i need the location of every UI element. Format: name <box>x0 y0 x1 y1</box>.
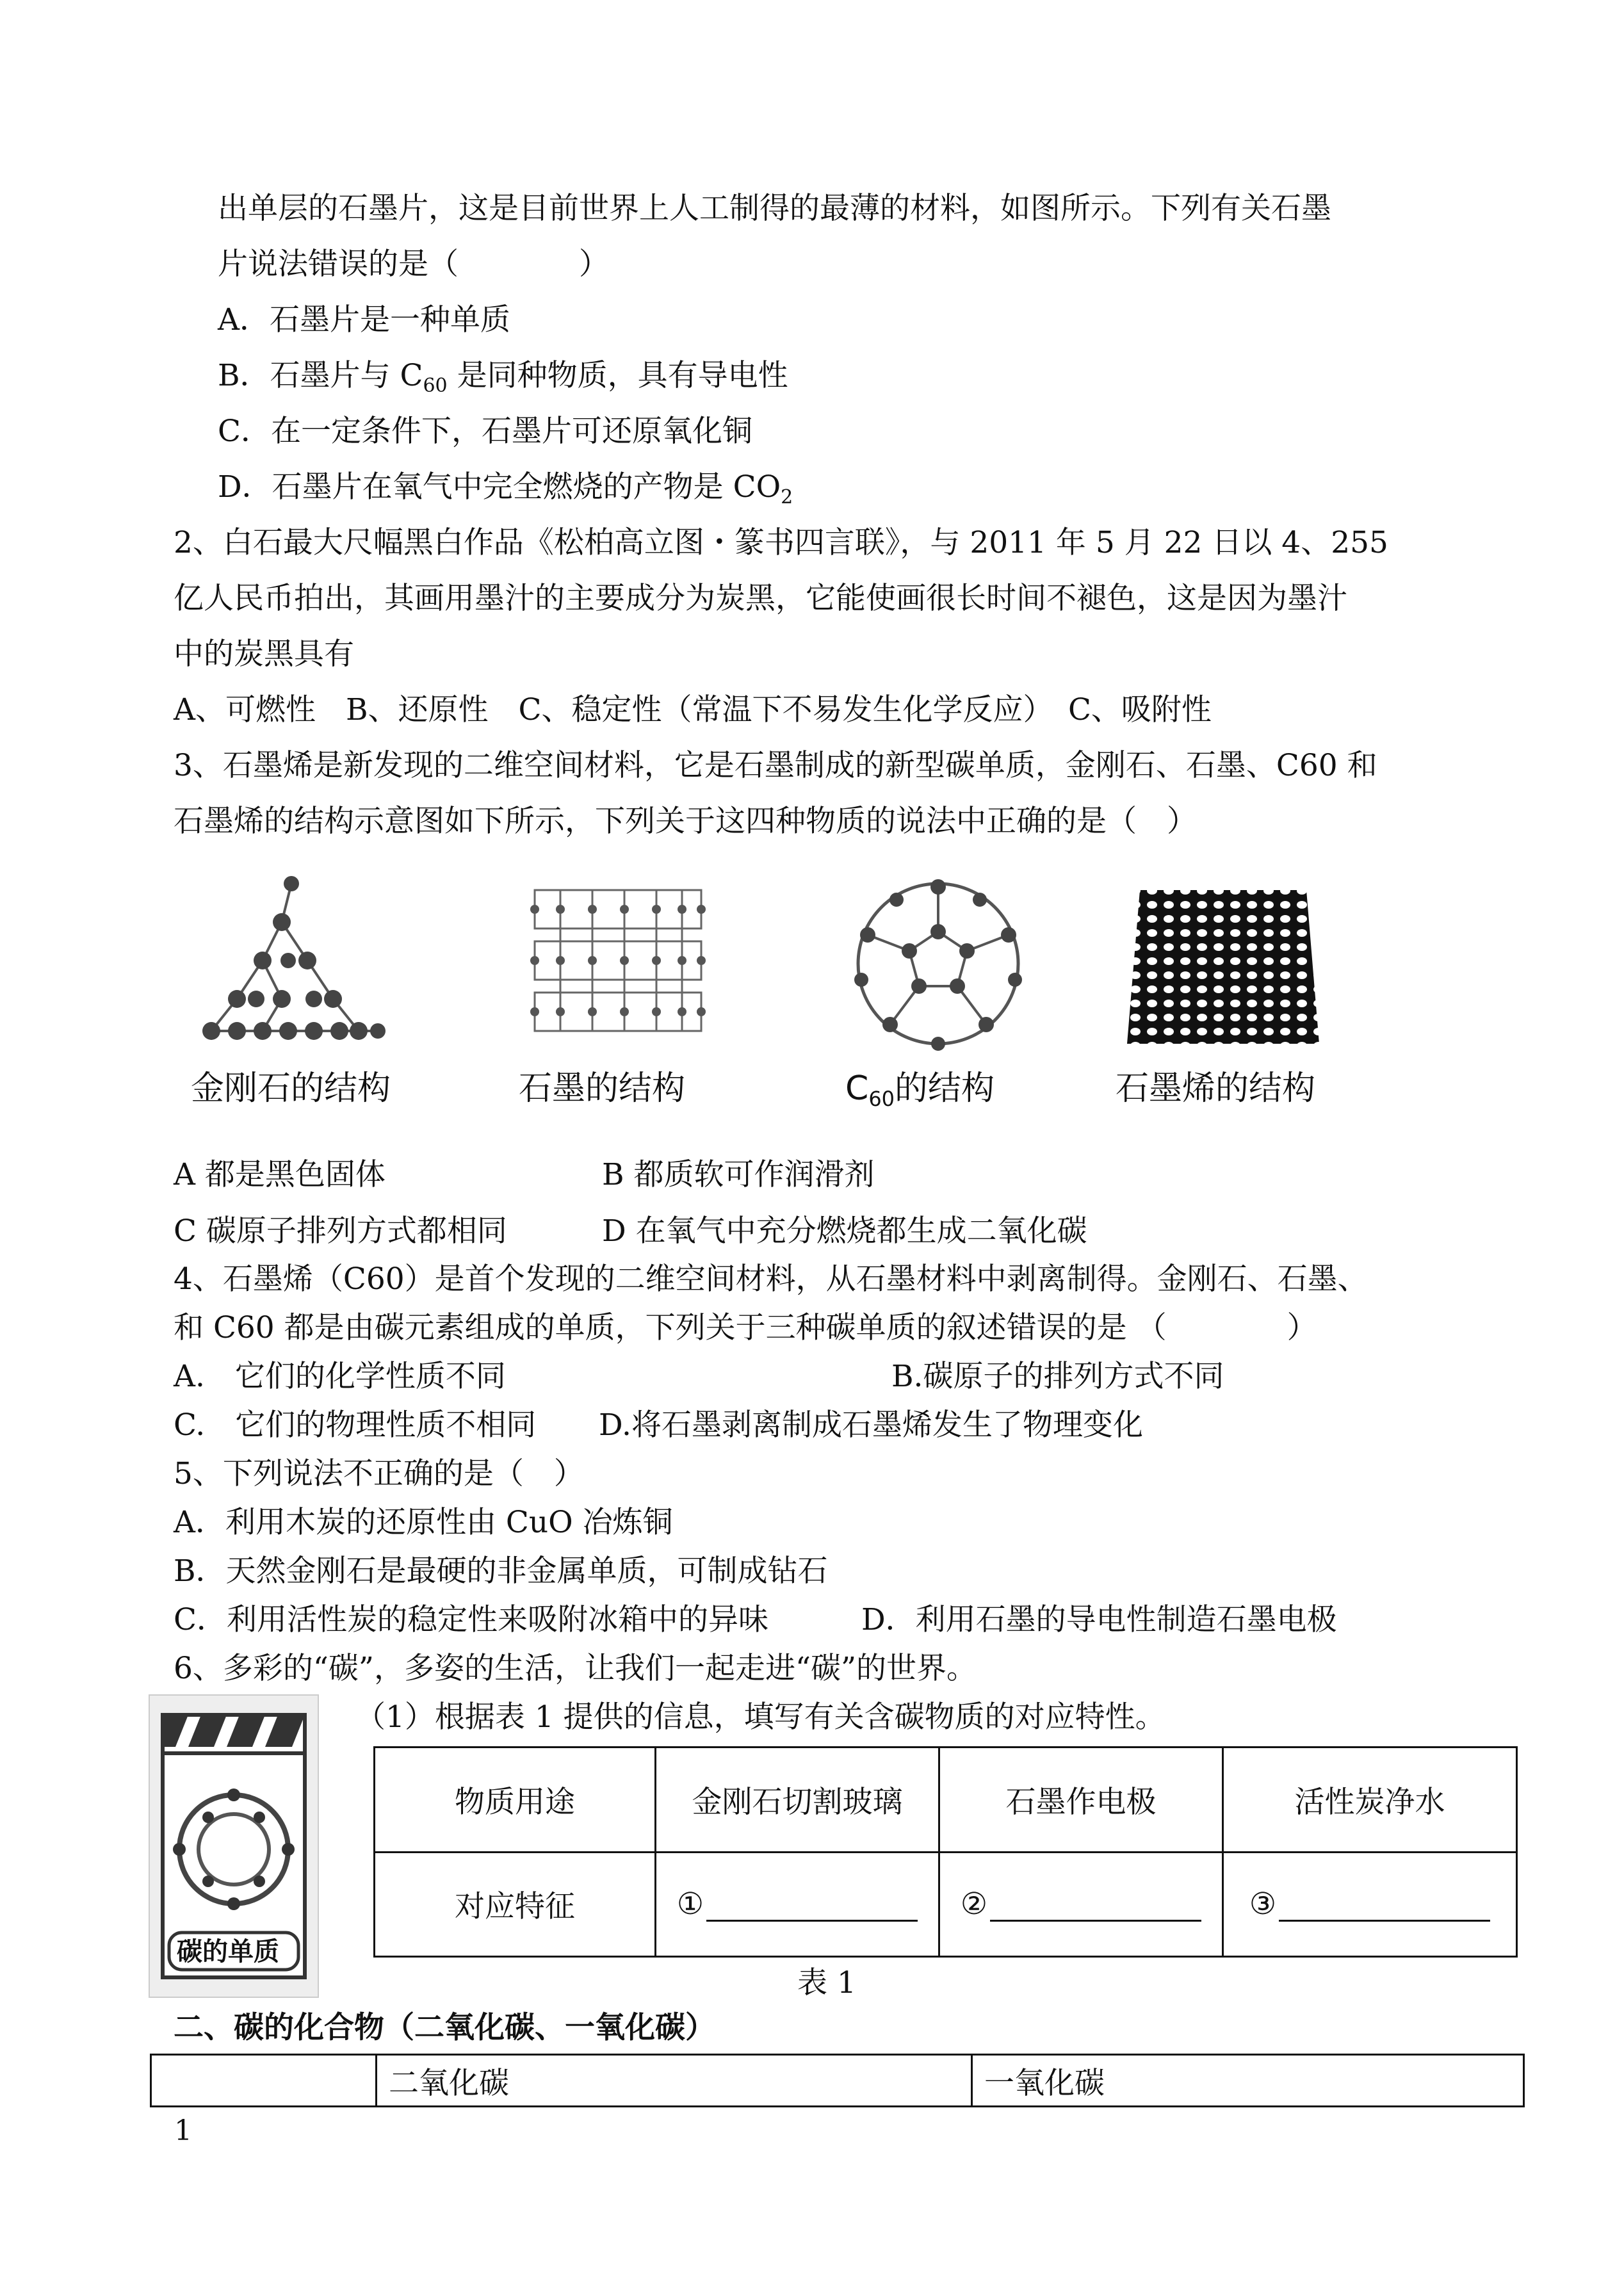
table-row <box>375 1748 1517 1853</box>
q5-option-c: C．利用活性炭的稳定性来吸附冰箱中的异味 <box>174 1602 768 1637</box>
q2-options: A、可燃性 B、还原性 C、稳定性（常温下不易发生化学反应） C、吸附性 <box>174 692 1212 727</box>
q4-option-b: B.碳原子的排列方式不同 <box>891 1359 1224 1394</box>
compounds-table <box>150 2054 1525 2107</box>
q1-option-c: C．在一定条件下，石墨片可还原氧化铜 <box>218 414 752 449</box>
table-cell: 活性炭净水 <box>1223 1748 1517 1853</box>
q6-sub1: （1）根据表 1 提供的信息，填写有关含碳物质的对应特性。 <box>355 1699 1165 1735</box>
table-row <box>375 1852 1517 1957</box>
q1-option-b: B．石墨片与 $C_{60}$ 是同种物质，具有导电性 <box>218 358 788 397</box>
q1-line1: 出单层的石墨片，这是目前世界上人工制得的最薄的材料，如图所示。下列有关石墨 <box>218 191 1331 226</box>
table-1 <box>373 1746 1518 1958</box>
q4-option-c: C. 它们的物理性质不相同 <box>174 1407 537 1443</box>
c60-caption: C60的结构 <box>845 1069 995 1111</box>
graphite-structure-figure <box>522 877 714 1050</box>
q3-line2: 石墨烯的结构示意图如下所示，下列关于这四种物质的说法中正确的是（ ） <box>174 804 1197 839</box>
q4-line1: 4、石墨烯（C60）是首个发现的二维空间材料，从石墨材料中剥离制得。金刚石、石墨、 <box>174 1261 1368 1297</box>
answer-blank-3[interactable]: ③ <box>1223 1852 1517 1957</box>
q4-option-d: D.将石墨剥离制成石墨烯发生了物理变化 <box>599 1407 1143 1443</box>
q1-line2: 片说法错误的是（ ） <box>218 247 609 282</box>
page-number: 1 <box>174 2114 192 2147</box>
table-1-caption: 表 1 <box>797 1965 856 2000</box>
q2-line1: 2、白石最大尺幅黑白作品《松柏高立图・篆书四言联》，与 2011 年 5 月 22 日以 4、255 <box>174 525 1388 560</box>
table-cell: 一氧化碳 <box>972 2055 1524 2107</box>
q1-option-a: A．石墨片是一种单质 <box>218 302 510 337</box>
diamond-structure-figure <box>186 871 403 1057</box>
table-cell: 对应特征 <box>375 1852 656 1957</box>
q2-line3: 中的炭黑具有 <box>174 637 354 672</box>
q5-option-b: B．天然金刚石是最硬的非金属单质，可制成钻石 <box>174 1553 828 1589</box>
q3-line1: 3、石墨烯是新发现的二维空间材料，它是石墨制成的新型碳单质，金刚石、石墨、C60 和 <box>174 748 1377 783</box>
graphite-caption: 石墨的结构 <box>519 1069 686 1108</box>
q5-option-d: D．利用石墨的导电性制造石墨电极 <box>861 1602 1337 1637</box>
c60-structure-figure <box>845 871 1031 1057</box>
q5-stem: 5、下列说法不正确的是（ ） <box>174 1456 584 1491</box>
table-row <box>151 2055 1524 2107</box>
graphene-caption: 石墨烯的结构 <box>1116 1069 1316 1108</box>
table-cell: 石墨作电极 <box>939 1748 1223 1853</box>
q2-line2: 亿人民币拍出，其画用墨汁的主要成分为炭黑，它能使画很长时间不褪色，这是因为墨汁 <box>174 581 1347 616</box>
q4-option-a: A. 它们的化学性质不同 <box>174 1359 506 1394</box>
answer-blank-2[interactable]: ② <box>939 1852 1223 1957</box>
table-cell: 二氧化碳 <box>377 2055 972 2107</box>
answer-blank-1[interactable]: ① <box>656 1852 939 1957</box>
graphene-structure-figure <box>1127 884 1319 1044</box>
q3-option-c: C 碳原子排列方式都相同 <box>174 1213 507 1249</box>
q3-option-b: B 都质软可作润滑剂 <box>602 1157 875 1192</box>
table-cell <box>151 2055 377 2107</box>
diamond-caption: 金刚石的结构 <box>191 1069 391 1108</box>
q1-option-d: D．石墨片在氧气中完全燃烧的产物是 $CO_2$ <box>218 469 793 508</box>
carbon-element-image <box>149 1694 319 1998</box>
q4-line2: 和 C60 都是由碳元素组成的单质，下列关于三种碳单质的叙述错误的是 （ ） <box>174 1310 1317 1345</box>
q3-option-a: A 都是黑色固体 <box>174 1157 386 1192</box>
section-2-heading: 二、碳的化合物（二氧化碳、一氧化碳） <box>174 2010 715 2045</box>
carbon-image-label: 碳的单质 <box>177 1937 279 1967</box>
table-cell: 金刚石切割玻璃 <box>656 1748 939 1853</box>
q6-stem: 6、多彩的“碳”，多姿的生活，让我们一起走进“碳”的世界。 <box>174 1651 977 1686</box>
q5-option-a: A．利用木炭的还原性由 CuO 冶炼铜 <box>174 1505 673 1540</box>
q3-option-d: D 在氧气中充分燃烧都生成二氧化碳 <box>602 1213 1087 1249</box>
table-cell: 物质用途 <box>375 1748 656 1853</box>
